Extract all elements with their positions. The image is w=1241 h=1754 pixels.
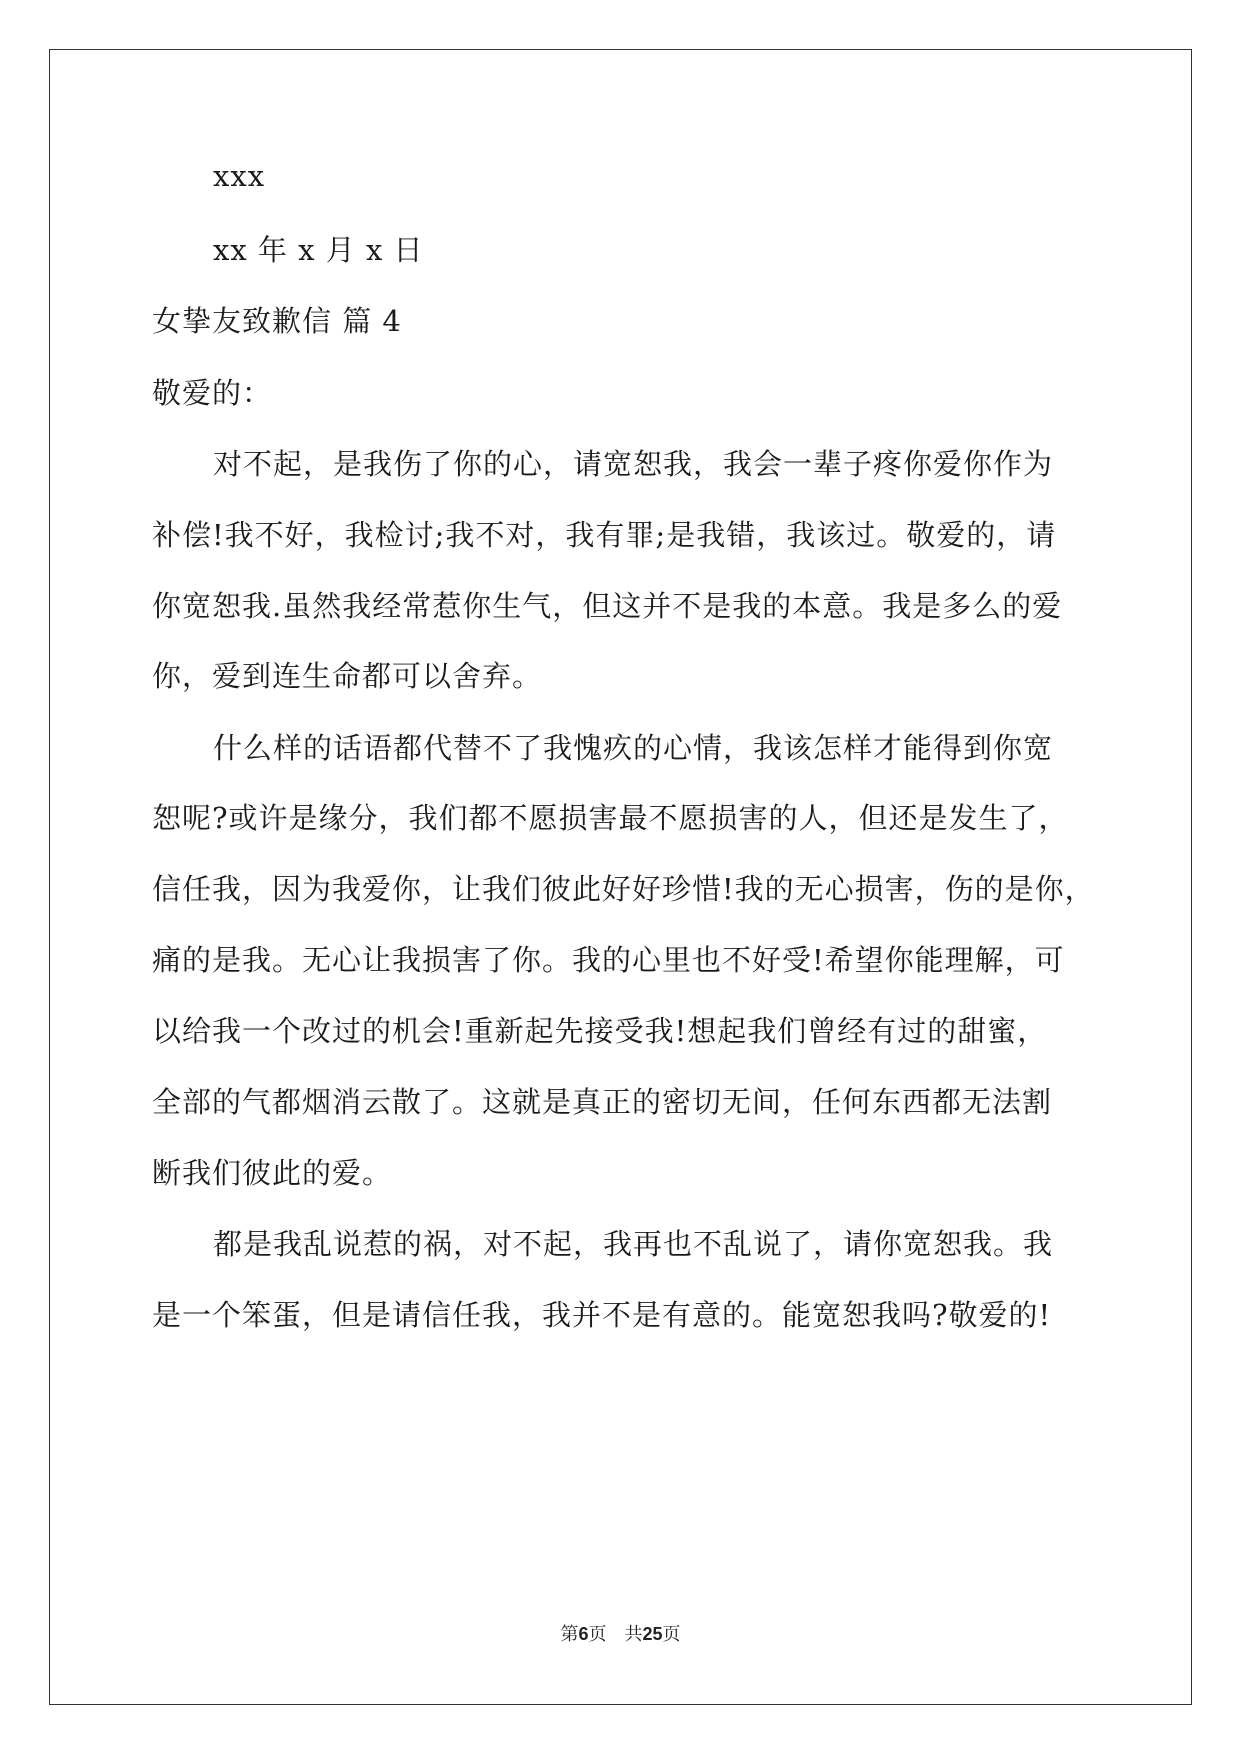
paragraph-line: 是一个笨蛋，但是请信任我，我并不是有意的。能宽恕我吗?敬爱的! <box>152 1298 1052 1332</box>
footer-total-prefix: 共 <box>624 1624 643 1645</box>
paragraph-line: 你宽恕我.虽然我经常惹你生气，但这并不是我的本意。我是多么的爱 <box>152 589 1063 623</box>
paragraph-line: 都是我乱说惹的祸，对不起，我再也不乱说了，请你宽恕我。我 <box>213 1227 1054 1261</box>
signature-name: xxx <box>213 159 266 193</box>
paragraph-line: 以给我一个改过的机会!重新起先接受我!想起我们曾经有过的甜蜜， <box>152 1014 1048 1048</box>
section-title: 女挚友致歉信 篇 4 <box>152 304 402 338</box>
page-footer <box>0 1622 1241 1647</box>
paragraph-line: 补偿!我不好，我检讨;我不对，我有罪;是我错，我该过。敬爱的，请 <box>152 518 1057 552</box>
paragraph-line: 断我们彼此的爱。 <box>152 1156 393 1190</box>
current-page-number: 6 <box>578 1624 589 1644</box>
paragraph-line: 痛的是我。无心让我损害了你。我的心里也不好受!希望你能理解，可 <box>152 943 1065 977</box>
total-page-count: 25 <box>642 1624 663 1644</box>
paragraph-line: 什么样的话语都代替不了我愧疚的心情，我该怎样才能得到你宽 <box>213 731 1054 765</box>
paragraph-line: 恕呢?或许是缘分，我们都不愿损害最不愿损害的人，但还是发生了， <box>152 801 1069 835</box>
paragraph-line: 信任我，因为我爱你，让我们彼此好好珍惜!我的无心损害，伤的是你， <box>152 872 1095 906</box>
paragraph-line: 你，爱到连生命都可以舍弃。 <box>152 659 543 693</box>
salutation: 敬爱的： <box>152 376 273 410</box>
paragraph-line: 全部的气都烟消云散了。这就是真正的密切无间，任何东西都无法割 <box>152 1085 1053 1119</box>
footer-prefix: 第 <box>560 1624 579 1645</box>
paragraph-line: 对不起，是我伤了你的心，请宽恕我，我会一辈子疼你爱你作为 <box>213 447 1054 481</box>
signature-date: xx 年 x 月 x 日 <box>213 233 424 267</box>
footer-total-suffix: 页 <box>662 1624 681 1645</box>
footer-page-suffix: 页 <box>588 1624 607 1645</box>
